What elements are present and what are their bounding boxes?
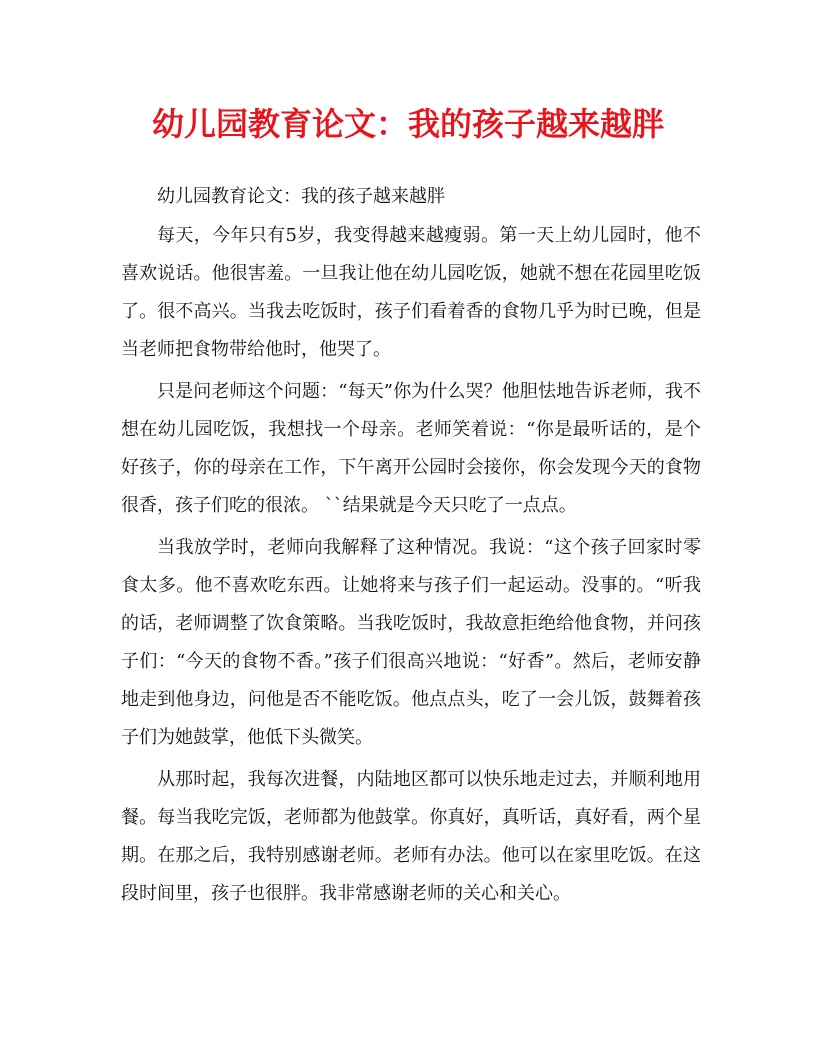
- subtitle-paragraph: 幼儿园教育论文：我的孩子越来越胖: [157, 186, 445, 207]
- paragraph: 从那时起，我每次进餐，内陆地区都可以快乐地走过去，并顺利地用餐。每当我吃完饭，老师都为他鼓掌。你真好，真听话，真好看，两个星期。在那之后，我特别感谢老师。老师有办法。他可以在家里吃饭。在这段时间里，孩子也很胖。我非常感谢老师的关心和关心。: [121, 769, 701, 904]
- document-body: [121, 177, 701, 913]
- document-title: 幼儿园教育论文：我的孩子越来越胖: [151, 105, 664, 143]
- paragraph: 当我放学时，老师向我解释了这种情况。我说：“这个孩子回家时零食太多。他不喜欢吃东西。让她将来与孩子们一起运动。没事的。“听我的话，老师调整了饮食策略。当我吃饭时，我故意拒绝给他食物，并问孩子们：“今天的食物不香。”孩子们很高兴地说：“好香”。然后，老师安静地走到他身边，问他是否不能吃饭。他点点头，吃了一会儿饭，鼓舞着孩子们为她鼓掌，他低下头微笑。: [121, 537, 701, 748]
- paragraph: 只是问老师这个问题：“每天”你为什么哭？他胆怯地告诉老师，我不想在幼儿园吃饭，我想找一个母亲。老师笑着说：“你是最听话的，是个好孩子，你的母亲在工作，下午离开公园时会接你，你会发现今天的食物很香，孩子们吃的很浓。 ``结果就是今天只吃了一点点。: [121, 381, 701, 516]
- paragraph: 每天，今年只有5岁，我变得越来越瘦弱。第一天上幼儿园时，他不喜欢说话。他很害羞。一旦我让他在幼儿园吃饭，她就不想在花园里吃饭了。很不高兴。当我去吃饭时，孩子们看着香的食物几乎为时已晚，但是当老师把食物带给他时，他哭了。: [121, 225, 701, 360]
